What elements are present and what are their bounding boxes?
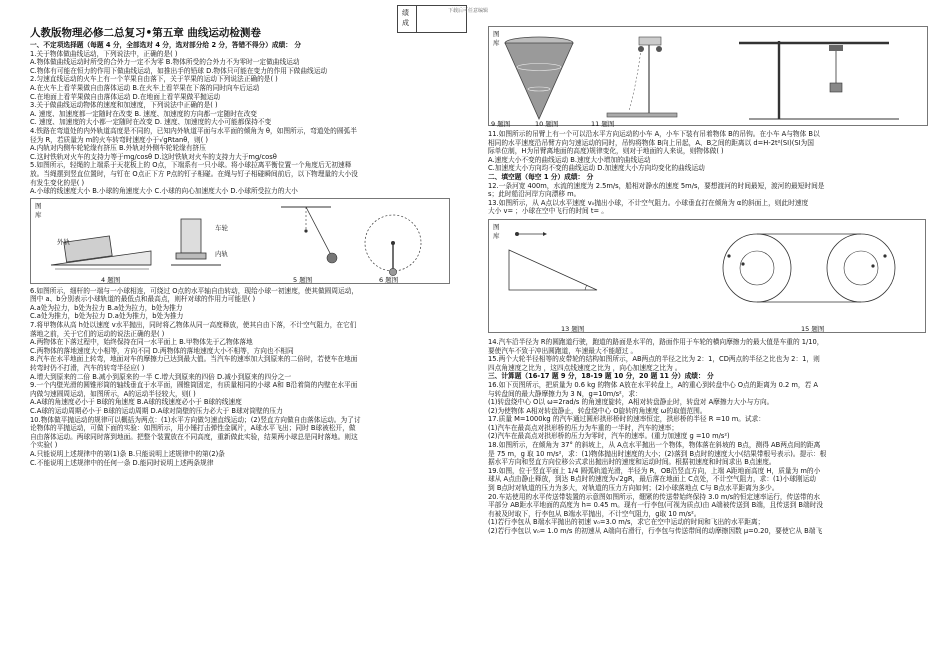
right-question-block-1 [488, 130, 928, 216]
text-line: 际单位制，H为吊臂离地面的高度)规律变化，则对于地面的人来说，则物体做( ) [488, 147, 724, 156]
fig5-label: 5 题图 [293, 275, 313, 284]
text-line: A.速度大小不变的曲线运动 B.速度大小增加的曲线运动 [488, 155, 651, 164]
text-line: 论物体的平抛运动，可做下面的实验：如图所示，用小锤打击弹性金属片，A球水平飞出；同时 B球被松开，做 [30, 424, 356, 433]
text-line: C.不能说明上述规律中的任何一条 D.能同时说明上述两条规律 [30, 458, 214, 467]
text-line: 要使汽车不致于冲出圆跑道，车速最大不能超过 。 [488, 346, 638, 355]
text-line: C.这时铁轨对火车的支持力等于mg/cosθ D.这时铁轨对火车的支持力大于mg/cosθ [30, 152, 277, 161]
tuku-label-2: 图库 [493, 30, 500, 47]
wheel-figure [171, 219, 221, 265]
text-line: C.A球的运动周期必小于 B球的运动周期 D.A球对筒壁的压力必大于 B球对筒壁的压力 [30, 407, 283, 415]
page-title: 人教版物理必修二总复习•第五章 曲线运动检测卷 [30, 27, 261, 39]
fig13-label: 13 题图 [561, 324, 585, 333]
text-line: (2)为使物体 A相对转盘静止，转盘绕中心 O旋转的角速度 ω的取值范围。 [488, 406, 707, 415]
text-line: 10.物体做平抛运动的规律可以概括为两点：(1)水平方向做匀速直线运动；(2)竖直方向做自由落体运动。为了讨 [30, 415, 361, 424]
text-line: 是 75 m，g 取 10 m/s²，求：(1)物体抛出时速度的大小；(2)落到 B点时的速度大小(结果带根号表示)。提示：根 [488, 449, 827, 458]
fig10-label: 10 题图 [535, 120, 559, 128]
text-line: 自由落体运动。两球同时落到地面。把整个装置放在不同高度，重新做此实验，结果两小球总是同时落地。则这 [30, 432, 358, 441]
tuku-label: 图库 [35, 201, 42, 219]
fig11-label: 11 题图 [591, 120, 615, 128]
text-line: 5.如图所示，轻绳的上端系于天花板上的 O点，下端系有一只小球。将小球拉离平衡位置一个角度后无初速释 [30, 161, 352, 170]
text-line: (2)汽车在最高点对拱形桥的压力为零时，汽车的速率。(重力加速度 g =10 m/s²) [488, 432, 730, 441]
text-line: 内做匀速圆周运动，如图所示，A的运动半径较大，则( ) [30, 389, 196, 398]
text-line: 11.如图所示的吊臂上有一个可以沿水平方向运动的小车 A，小车下装有吊着物体 B的吊钩。在小车 A与物体 B以 [488, 130, 820, 138]
tuku-label-3: 图库 [493, 222, 500, 240]
text-line: 14.汽车沿半径为 R的圆跑道行驶，跑道的路面是水平的，路面作用于车轮的横向摩擦力的最大值是车重的 1/10， [488, 337, 824, 346]
text-line: A.增大到原来的二倍 B.减小到原来的一半 C.增大到原来的四倍 D.减小到原来的四分之一 [30, 372, 292, 381]
text-line: 大小 v= ；小球在空中飞行的时间 t= 。 [488, 207, 608, 216]
text-line: 20.车站使用的水平传送带装置的示意图如图所示，绷紧的传送带始终保持 3.0 m/s的恒定速率运行，传送带的水 [488, 492, 821, 501]
text-line: A.只能说明上述规律中的第(1)条 B.只能说明上述规律中的第(2)条 [30, 449, 225, 458]
text-line: 9.一个内壁光滑的圆锥形筒的轴线垂直于水平面，圆锥筒固定，有质量相同的小球 A和 B沿着筒的内壁在水平面 [30, 381, 358, 390]
text-line: 图中 a、b分别表示小球轨道的最低点和最高点，则杆对球的作用力可能是( ) [30, 295, 256, 304]
text-line: 18.如图所示，在倾角为 37° 的斜坡上，从 A点水平抛出一个物体，物体落在斜坡的 B点，测得 AB两点间的距离 [488, 441, 821, 450]
text-line: 有被及时取下，行李包从 B端水平抛出，不计空气阻力，g取 10 m/s²。 [488, 509, 701, 518]
text-line: 与转盘间的最大静摩擦力为 3 N，g=10m/s²，求： [488, 389, 642, 398]
text-line: A. 速度、加速度都一定随时在改变 B. 速度、加速度的方向都一定随时在改变 [30, 109, 257, 118]
figure-frame-2 [488, 219, 926, 333]
text-line: (1)转盘绕中心 O以 ω=2rad/s 的角速度旋转，A相对转盘静止时，转盘对 A摩擦力大小与方向。 [488, 398, 774, 407]
text-line: 12.一条河宽 400m，水流的速度为 2.5m/s，船相对静水的速度 5m/s，要想渡河的时间最短，渡河的最短时间是 [488, 181, 825, 190]
text-line: (1)若行李包从 B端水平抛出的初速 v₀=3.0 m/s，求它在空中运动的时间和飞出的水平距离； [488, 518, 765, 527]
text-line: 4.铁路在弯道处的内外轨道高度是不同的，已知内外轨道平面与水平面的倾角为 θ，如图所示，弯道处的圆弧半 [30, 126, 357, 135]
text-line: 13.如图所示，从 A点以水平速度 v₀抛出小球，不计空气阻力。小球垂直打在倾角为 α的斜面上，则此时速度 [488, 198, 809, 207]
text-line: 转弯时仍不打滑，汽车的转弯半径应( ) [30, 364, 145, 373]
text-line: C.加速度大小方向均不变的曲线运动 D.加速度大小方向均变化的曲线运动 [488, 164, 705, 173]
right-question-block-2 [488, 338, 928, 536]
right-figure-svg [489, 220, 927, 334]
fig4-label: 4 题图 [101, 275, 121, 284]
rod-figure [365, 215, 421, 276]
text-line: A.a处为拉力，b处为拉力 B.a处为拉力，b处为推力 [30, 303, 183, 312]
text-line: A.内轨对内侧车轮轮缘有挤压 B.外轨对外侧车轮轮缘有挤压 [30, 144, 206, 153]
text-line: 1.关于物体做曲线运动，下列说法中，正确的是( ) [30, 49, 178, 58]
incline-figure [509, 232, 597, 290]
text-line: 径为 R，若质量为 m的火车转弯时速度小于√gRtanθ，则( ) [30, 135, 209, 144]
left-column [30, 0, 478, 672]
text-line: 相同的水平速度沿吊臂方向匀速运动的同时，吊钩将物体 B向上吊起，A、B之间的距离以 d=H-2t²(SI)(SI为国 [488, 138, 814, 147]
text-line: A.两物体在下落过程中，始终保持在同一水平面上 B.甲物体先于乙物体落地 [30, 338, 253, 347]
text-line: C. 速度、加速度的大小都一定随时在改变 D. 速度、加速度的大小可能都保持不变 [30, 118, 272, 127]
text-line: 15.两个大轮半径相等的皮带轮的结构如图所示，AB两点的半径之比为 2：1，CD两点的半径之比也为 2：1，则 [488, 355, 820, 364]
figure-strip-right [488, 219, 928, 335]
inner-rail-label: 内轨 [215, 249, 228, 258]
text-line: A.A球的角速度必小于 B球的角速度 B.A球的线速度必小于 B球的线速度 [30, 398, 242, 407]
pendulum-figure [281, 207, 337, 263]
left-question-block-1 [30, 41, 478, 196]
text-line: A.小球的线速度大小 B.小球的角速度大小 C.小球的向心加速度大小 D.小球所受拉力的大小 [30, 187, 298, 196]
score-label: 绩成 [402, 9, 409, 27]
text-line: C.两物体的落地速度大小相等，方向不同 D.两物体的落地速度大小不相等，方向也不相同 [30, 346, 294, 355]
figure-frame [30, 198, 450, 284]
text-line: C.物体有可能在恒力的作用下做曲线运动，如推出手的铅球 D.物体只可能在变力的作用下做曲线运动 [30, 66, 328, 75]
text-line: A.物体做曲线运动时所受的合外力一定不为零 B.物体所受的合外力不为零时一定做曲线运动 [30, 58, 300, 67]
text-line: 球从 A点由静止释放，到达 B点时的速度为√2gR，最后落在地面上 C点处，不计空气阻力，求：(1)小球刚运动 [488, 475, 816, 484]
text-line: C.在地面上看苹果做自由落体运动 D.在地面上看苹果做平抛运动 [30, 92, 221, 101]
text-line: 2.匀速直线运动的火车上有一个苹果自由落下，关于苹果的运动下列说法正确的是( ) [30, 75, 278, 84]
right-column [488, 0, 928, 672]
text-line: 3.关于做曲线运动物体的速度和加速度，下列说法中正确的是( ) [30, 101, 218, 110]
text-line: 7.将甲物体从高 h处以速度 v水平抛出，同时将乙物体从同一高度释放，使其自由下落，不计空气阻力，在它们 [30, 321, 357, 330]
text-line: (1)汽车在最高点对拱形桥的压力为车重的一半时，汽车的速率； [488, 423, 679, 432]
belt-wheels-figure [723, 234, 895, 302]
figure-svg [31, 199, 451, 285]
figure-strip-left [30, 198, 478, 286]
text-line: 6.如图所示，细杆的一端与一小球相连，可绕过 O点的水平轴自由转动，现给小球一初速度，使其做圆周运动， [30, 286, 359, 295]
text-line: 放。当绳摆到竖直位置时，与钉在 O点正下方 P点的钉子相碰。在绳与钉子相碰瞬间前后，以下物理量的大小没 [30, 169, 358, 178]
text-line: 三、计算题（16-17 题 9 分，18-19 题 10 分，20 题 11 分）成绩： 分 [488, 372, 714, 381]
text-line: (2)若行李包以 v₀= 1.0 m/s 的初速从 A端向右滑行，行李包与传送带间的动摩擦因数 μ=0.20，要使它从 B端飞 [488, 527, 823, 535]
text-line: s；此时船沿河岸方向漂移 m。 [488, 190, 581, 199]
text-line: 据水平方向和竖直方向位移公式求出抛出时的速度和运动时间。根据初速度和时间求出 B点速度。 [488, 458, 776, 467]
text-line: 到 B点时对轨道的压力为多大，对轨道的压力方向如何；(2)小球落地点 C与 B点水平距离为多少。 [488, 484, 779, 493]
left-question-block-2 [30, 287, 478, 467]
edit-note: 下载后可任意编辑 [448, 8, 489, 14]
text-line: 16.如下页图所示，把质量为 0.6 kg 的物体 A放在水平转盘上，A的重心到转盘中心 O点的距离为 0.2 m，若 A [488, 380, 818, 389]
text-line: 8.汽车在水平地面上转弯，地面对车的摩擦力已达到最大值。当汽车的速率加大到原来的二倍时，若使车在地面 [30, 355, 358, 364]
text-line: 二、填空题（每空 1 分）成绩： 分 [488, 172, 594, 181]
text-line: 平部分 AB距水平地面的高度为 h= 0.45 m。现有一行李包(可视为质点)由 A端被传送到 B端，且传送到 B端时没 [488, 501, 824, 510]
text-line: 19.如图，位于竖直平面上 1/4 圆弧轨道光滑，半径为 R，OB沿竖直方向，上端 A距地面高度 H，质量为 m的小 [488, 466, 821, 475]
outer-rail-label: 外轨 [57, 237, 70, 246]
fig15-label: 15 题图 [801, 324, 825, 333]
text-line: 落地之前，关于它们的运动的说法正确的是( ) [30, 329, 165, 338]
text-line: C.a处为推力，b处为拉力 D.a处为推力，b处为推力 [30, 312, 184, 321]
text-line: 个实验( ) [30, 441, 58, 450]
text-line: 四点角速度之比为 ，这四点线速度之比为 ，向心加速度之比为 。 [488, 363, 682, 372]
text-line: A.在火车上看苹果做自由落体运动 B.在火车上看苹果在下落的同时向车后运动 [30, 83, 260, 92]
fig9-label: 9 题图 [491, 120, 511, 128]
fig6-label: 6 题图 [379, 275, 399, 284]
wheel-label: 车轮 [215, 223, 228, 232]
text-line: 有发生变化的是( ) [30, 178, 85, 187]
text-line: 一、不定项选择题（每题 4 分，全部选对 4 分，选对部分给 2 分，答错不得分）成绩： 分 [30, 41, 302, 49]
text-line: 17.质量 M=1000kg 的汽车通过圆形拱形桥时的速率恒定，拱形桥的半径 R =10 m。试求： [488, 415, 765, 424]
